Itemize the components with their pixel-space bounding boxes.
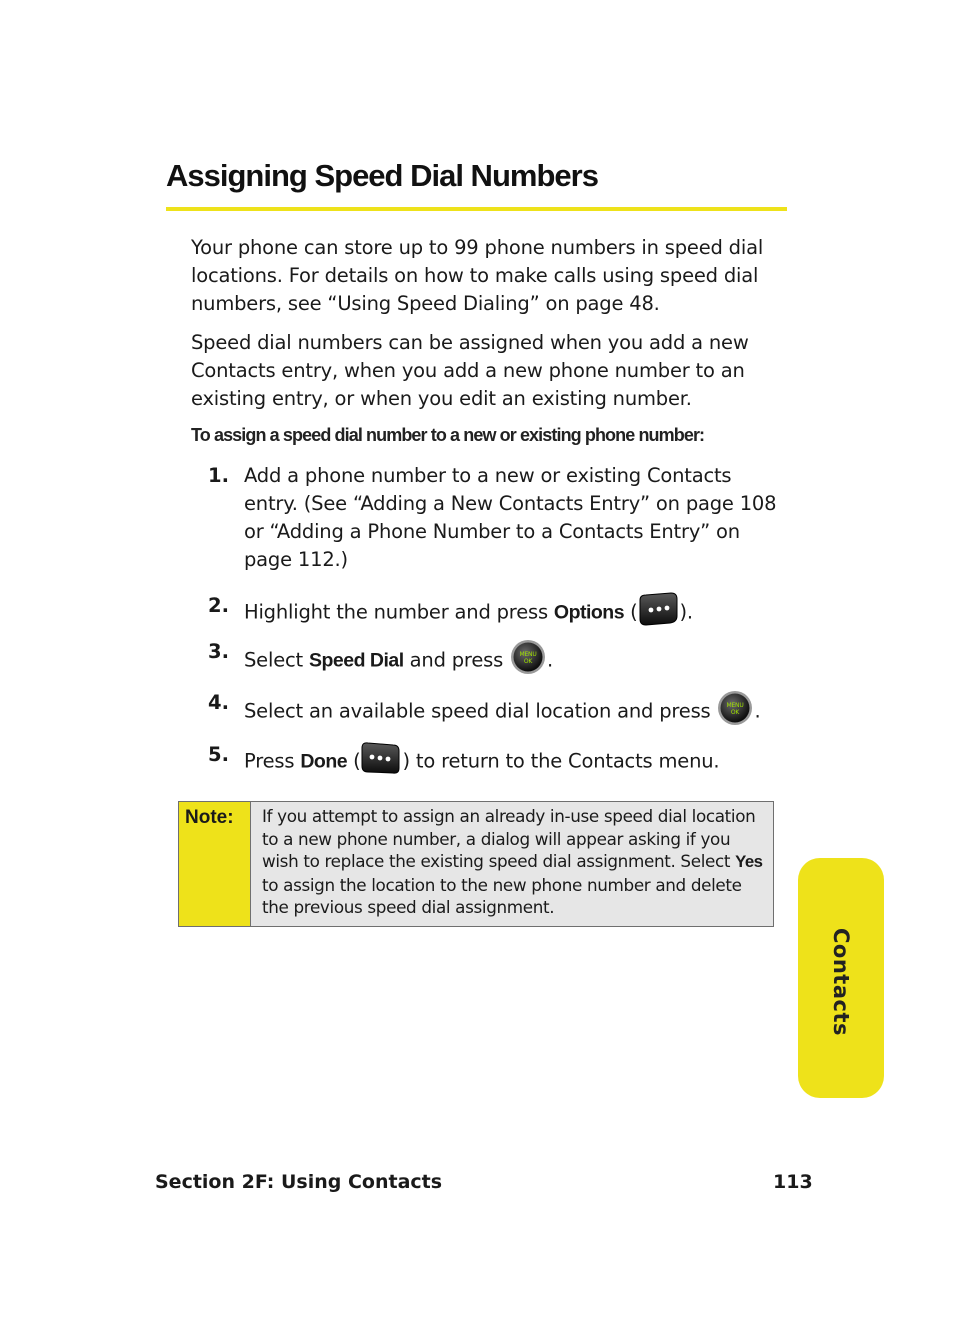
note-box: [178, 801, 774, 927]
footer-page-number: 113: [773, 1171, 813, 1193]
title-underline: [166, 207, 787, 211]
step-5-text: [244, 741, 784, 783]
note-line-4: to assign the location to the new phone number and delete: [262, 874, 742, 895]
note-body: [251, 802, 773, 926]
step-2-text: [244, 592, 784, 634]
step-1-text: [244, 462, 784, 574]
step-5-before: Press: [244, 749, 301, 773]
note-line-2: to a new phone number, a dialog will appear asking if you: [262, 828, 731, 849]
step-3-before: Select: [244, 648, 309, 672]
svg-text:OK: OK: [523, 658, 533, 665]
step-4-end: .: [754, 699, 761, 723]
step-3-text: [244, 638, 784, 684]
note-yes-keyword: Yes: [735, 852, 763, 871]
note-label: Note:: [179, 802, 251, 926]
page-title: Assigning Speed Dial Numbers: [166, 158, 598, 193]
step-5-open: (: [347, 749, 361, 773]
note-line-5: the previous speed dial assignment.: [262, 897, 555, 917]
step-1-line-2: entry. (See “Adding a New Contacts Entry” on page 108: [244, 492, 777, 515]
footer-section-title: Section 2F: Using Contacts: [155, 1171, 443, 1193]
step-2-number: 2.: [208, 594, 229, 617]
step-3-number: 3.: [208, 640, 229, 663]
step-5-keyword: Done: [300, 750, 348, 773]
softkey-icon: [637, 592, 679, 634]
menu-ok-icon: [509, 638, 547, 684]
procedure-heading: To assign a speed dial number to a new or existing phone number:: [191, 425, 705, 445]
menu-ok-icon: [716, 689, 754, 735]
step-5-number: 5.: [208, 743, 229, 766]
note-line-3: [262, 850, 765, 874]
step-2-keyword: Options: [553, 601, 625, 624]
step-3-end: .: [547, 648, 554, 672]
svg-text:OK: OK: [731, 709, 740, 716]
step-1-number: 1.: [208, 464, 229, 487]
note-line-1: If you attempt to assign an already in-use speed dial location: [262, 806, 756, 826]
step-4-text: [244, 689, 784, 735]
step-5-after: ) to return to the Contacts menu.: [402, 749, 720, 773]
note-line-3-text: wish to replace the existing speed dial assignment. Select: [262, 851, 736, 871]
step-3-after: and press: [403, 648, 504, 672]
step-1-line-4: page 112.): [244, 548, 348, 571]
section-side-tab-label: Contacts: [829, 928, 853, 1036]
step-3-keyword: Speed Dial: [308, 649, 404, 672]
softkey-icon: [360, 741, 402, 783]
intro-paragraph-1: Your phone can store up to 99 phone numbers in speed dial locations. For details on how to make calls using speed dial numbers, see “Using Speed Dialing” on page 48.: [191, 236, 764, 315]
step-2-before: Highlight the number and press: [244, 600, 554, 624]
step-2-open: (: [624, 600, 638, 624]
step-2-after: ).: [679, 600, 693, 624]
step-4-number: 4.: [208, 691, 229, 714]
step-1-line-1: Add a phone number to a new or existing Contacts: [244, 464, 732, 487]
intro-paragraph-2: Speed dial numbers can be assigned when you add a new Contacts entry, when you add a new phone number to an existing entry, or when you edit an existing number.: [191, 331, 749, 410]
svg-text:MENU: MENU: [519, 651, 537, 658]
step-1-line-3: or “Adding a Phone Number to a Contacts Entry” on: [244, 520, 740, 543]
svg-text:MENU: MENU: [726, 702, 745, 709]
step-4-before: Select an available speed dial location and press: [244, 699, 711, 723]
